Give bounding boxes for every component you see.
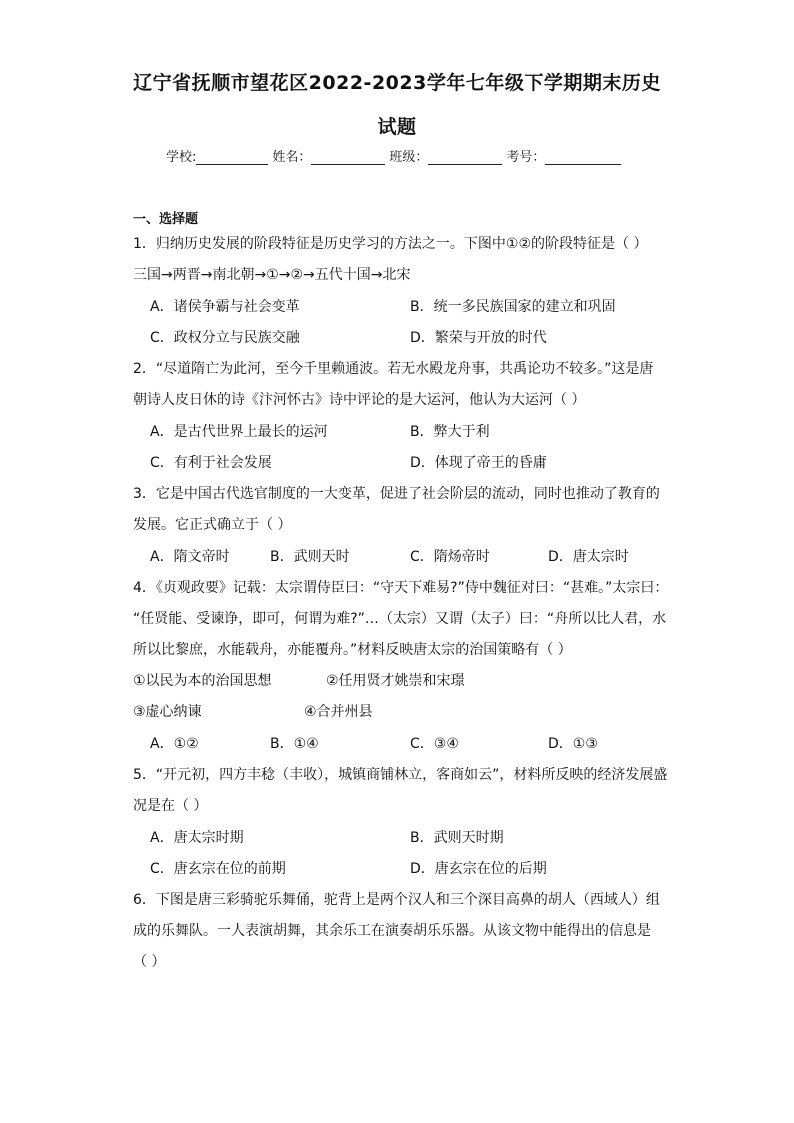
q4-option-c[interactable]: C．③④ [410, 736, 459, 752]
exam-number-label: 考号： [506, 150, 546, 165]
question-1-text: 三国→两晋→南北朝→①→②→五代十国→北宋 [133, 267, 411, 283]
q2-option-c[interactable]: C．有利于社会发展 [150, 455, 272, 471]
question-4-text: “任贤能、受谏诤，即可，何谓为难?”…（太宗）又谓（太子）曰：“舟所以比人君，水 [133, 611, 667, 627]
q1-option-c[interactable]: C．政权分立与民族交融 [150, 330, 300, 346]
q4-option-b[interactable]: B．①④ [270, 736, 319, 752]
question-3-text: 发展。它正式确立于（ ） [133, 517, 292, 533]
question-3-text: 3．它是中国古代选官制度的一大变革，促进了社会阶层的流动，同时也推动了教育的 [133, 486, 660, 502]
q4-item-2: ②任用贤才姚崇和宋璟 [326, 673, 465, 689]
q5-option-c[interactable]: C．唐玄宗在位的前期 [150, 861, 286, 877]
q5-option-a[interactable]: A．唐太宗时期 [150, 830, 244, 846]
q4-item-3: ③虚心纳谏 [133, 704, 202, 720]
document-title-line-1: 辽宁省抚顺市望花区2022-2023学年七年级下学期期末历史 [133, 72, 661, 94]
question-1-text: 1．归纳历史发展的阶段特征是历史学习的方法之一。下图中①②的阶段特征是（ ） [133, 236, 648, 252]
q5-option-b[interactable]: B．武则天时期 [410, 830, 504, 846]
q1-option-a[interactable]: A．诸侯争霸与社会变革 [150, 299, 300, 315]
q3-option-c[interactable]: C．隋炀帝时 [410, 549, 490, 565]
question-6-text: 成的乐舞队。一人表演胡舞，其余乐工在演奏胡乐乐器。从该文物中能得出的信息是 [133, 923, 651, 939]
q4-item-1: ①以民为本的治国思想 [133, 673, 272, 689]
question-6-text: （ ） [133, 954, 166, 970]
question-4-text: 4．《贞观政要》记载：太宗谓侍臣曰：“守天下难易?”侍中魏征对曰：“甚难。”太宗曰： [133, 580, 669, 596]
q4-item-4: ④合并州县 [304, 704, 373, 720]
exam-number-field[interactable] [545, 151, 621, 165]
q2-option-a[interactable]: A．是古代世界上最长的运河 [150, 424, 328, 440]
name-label: 姓名： [272, 150, 312, 165]
section-heading: 一、选择题 [133, 212, 199, 227]
question-6-text: 6．下图是唐三彩骑驼乐舞俑，驼背上是两个汉人和三个深目高鼻的胡人（西域人）组 [133, 892, 660, 908]
document-title-line-2: 试题 [377, 116, 417, 138]
q3-option-d[interactable]: D．唐太宗时 [548, 549, 629, 565]
question-4-text: 所以比黎庶，水能载舟，亦能覆舟。”材料反映唐太宗的治国策略有（ ） [133, 642, 572, 658]
q2-option-b[interactable]: B．弊大于利 [410, 424, 490, 440]
q1-option-b[interactable]: B．统一多民族国家的建立和巩固 [410, 299, 616, 315]
question-2-text: 2．“尽道隋亡为此河，至今千里赖通波。若无水殿龙舟事，共禹论功不较多。”这是唐 [133, 361, 654, 377]
question-2-text: 朝诗人皮日休的诗《汴河怀古》诗中评论的是大运河，他认为大运河（ ） [133, 392, 586, 408]
class-label: 班级： [389, 150, 429, 165]
q3-option-b[interactable]: B．武则天时 [270, 549, 350, 565]
question-5-text: 况是在（ ） [133, 798, 208, 814]
q4-option-a[interactable]: A．①② [150, 736, 199, 752]
q3-option-a[interactable]: A．隋文帝时 [150, 549, 230, 565]
q1-option-d[interactable]: D．繁荣与开放的时代 [410, 330, 547, 346]
q5-option-d[interactable]: D．唐玄宗在位的后期 [410, 861, 547, 877]
school-field[interactable] [196, 151, 268, 165]
name-field[interactable] [311, 151, 385, 165]
school-label: 学校: [166, 150, 197, 165]
student-info-row [166, 146, 625, 165]
q4-option-d[interactable]: D．①③ [548, 736, 598, 752]
class-field[interactable] [428, 151, 502, 165]
q2-option-d[interactable]: D．体现了帝王的昏庸 [410, 455, 547, 471]
question-5-text: 5．“开元初，四方丰稔（丰收），城镇商铺林立，客商如云”，材料所反映的经济发展盛 [133, 767, 668, 783]
